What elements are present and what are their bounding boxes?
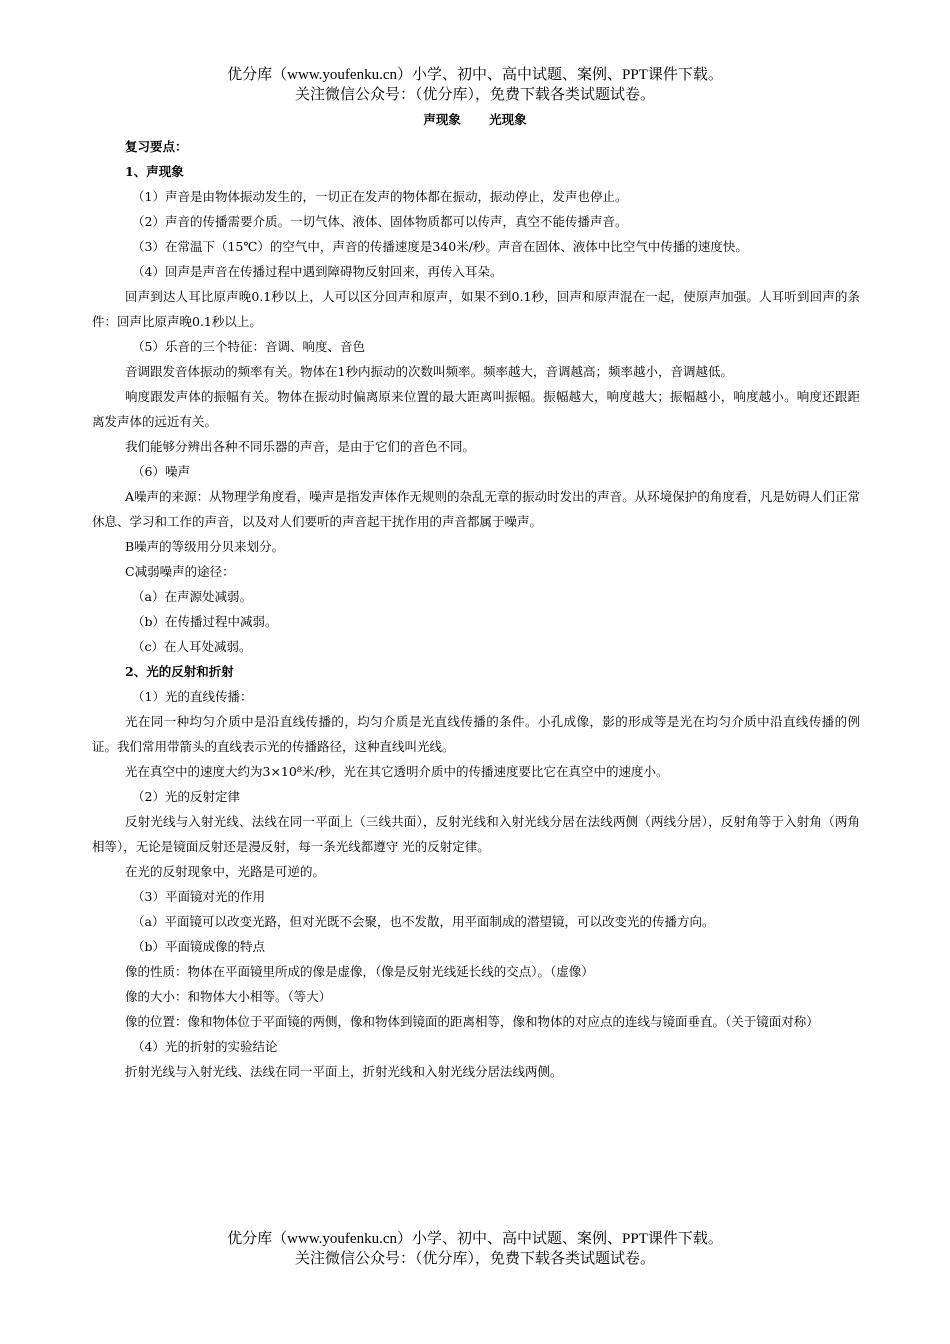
paragraph: B噪声的等级用分贝来划分。 [125, 539, 285, 554]
paragraph: （1）光的直线传播： [132, 689, 253, 704]
paragraph: 折射光线与入射光线、法线在同一平面上，折射光线和入射光线分居法线两侧。 [125, 1064, 563, 1079]
paragraph: 像的位置：像和物体位于平面镜的两侧，像和物体到镜面的距离相等，像和物体的对应点的连线与镜面垂直。（关于镜面对称） [125, 1014, 819, 1029]
paragraph: 反射光线与入射光线、法线在同一平面上（三线共面），反射光线和入射光线分居在法线两侧（两线分居），反射角等于入射角（两角相等），无论是镜面反射还是漫反射，每一条光线都遵守 光的反射定律。 [92, 814, 860, 854]
page-header [0, 65, 950, 105]
paragraph: （c）在人耳处减弱。 [132, 639, 252, 654]
paragraph: （b）在传播过程中减弱。 [132, 614, 278, 629]
paragraph: （5）乐音的三个特征：音调、响度、音色 [132, 339, 365, 354]
paragraph: （2）声音的传播需要介质。一切气体、液体、固体物质都可以传声，真空不能传播声音。 [132, 214, 628, 229]
paragraph: 像的大小：和物体大小相等。（等大） [125, 989, 332, 1004]
paragraph: 我们能够分辨出各种不同乐器的声音，是由于它们的音色不同。 [125, 439, 476, 454]
paragraph: （a）平面镜可以改变光路，但对光既不会聚，也不发散，用平面制成的潜望镜，可以改变光的传播方向。 [132, 914, 715, 929]
paragraph: （3）在常温下（15℃）的空气中，声音的传播速度是340米/秒。声音在固体、液体中比空气中传播的速度快。 [132, 239, 748, 254]
paragraph: （4）光的折射的实验结论 [132, 1039, 278, 1054]
paragraph: 光在真空中的速度大约为3×10⁸米/秒，光在其它透明介质中的传播速度要比它在真空中的速度小。 [125, 764, 669, 779]
paragraph: （a）在声源处减弱。 [132, 589, 252, 604]
paragraph: （6）噪声 [132, 464, 190, 479]
footer-line-2: 关注微信公众号：（优分库），免费下载各类试题试卷。 [294, 1251, 655, 1267]
paragraph: （4）回声是声音在传播过程中遇到障碍物反射回来，再传入耳朵。 [132, 264, 503, 279]
header-line-2: 关注微信公众号：（优分库），免费下载各类试题试卷。 [294, 87, 655, 103]
paragraph: 光在同一种均匀介质中是沿直线传播的，均匀介质是光直线传播的条件。小孔成像，影的形成等是光在均匀介质中沿直线传播的例证。我们常用带箭头的直线表示光的传播路径，这种直线叫光线。 [92, 714, 860, 754]
paragraph: C减弱噪声的途径： [125, 564, 235, 579]
paragraph: 在光的反射现象中，光路是可逆的。 [125, 864, 326, 879]
paragraph: A噪声的来源：从物理学角度看，噪声是指发声体作无规则的杂乱无章的振动时发出的声音。从环境保护的角度看，凡是妨碍人们正常休息、学习和工作的声音，以及对人们要听的声音起干扰作用的声音都属于噪声。 [92, 489, 860, 529]
review-heading: 复习要点： [125, 139, 188, 154]
section-heading-sound: 1、声现象 [125, 164, 184, 179]
document-title: 声现象 光现象 [423, 112, 527, 127]
page-footer [0, 1229, 950, 1269]
paragraph: 音调跟发音体振动的频率有关。物体在1秒内振动的次数叫频率。频率越大，音调越高；频率越小，音调越低。 [125, 364, 733, 379]
header-line-1: 优分库（www.youfenku.cn）小学、初中、高中试题、案例、PPT课件下载。 [227, 67, 723, 83]
section-heading-light: 2、光的反射和折射 [125, 664, 234, 679]
paragraph: （2）光的反射定律 [132, 789, 240, 804]
paragraph: 像的性质：物体在平面镜里所成的像是虚像，（像是反射光线延长线的交点）。（虚像） [125, 964, 594, 979]
paragraph: （b）平面镜成像的特点 [132, 939, 266, 954]
paragraph: （1）声音是由物体振动发生的，一切正在发声的物体都在振动，振动停止，发声也停止。 [132, 189, 628, 204]
document-body [92, 134, 860, 1084]
footer-line-1: 优分库（www.youfenku.cn）小学、初中、高中试题、案例、PPT课件下载。 [227, 1231, 723, 1247]
paragraph: 回声到达人耳比原声晚0.1秒以上，人可以区分回声和原声，如果不到0.1秒，回声和原声混在一起，使原声加强。人耳听到回声的条件：回声比原声晚0.1秒以上。 [92, 289, 860, 329]
paragraph: 响度跟发声体的振幅有关。物体在振动时偏离原来位置的最大距离叫振幅。振幅越大，响度越大；振幅越小，响度越小。响度还跟距离发声体的远近有关。 [92, 389, 860, 429]
paragraph: （3）平面镜对光的作用 [132, 889, 265, 904]
